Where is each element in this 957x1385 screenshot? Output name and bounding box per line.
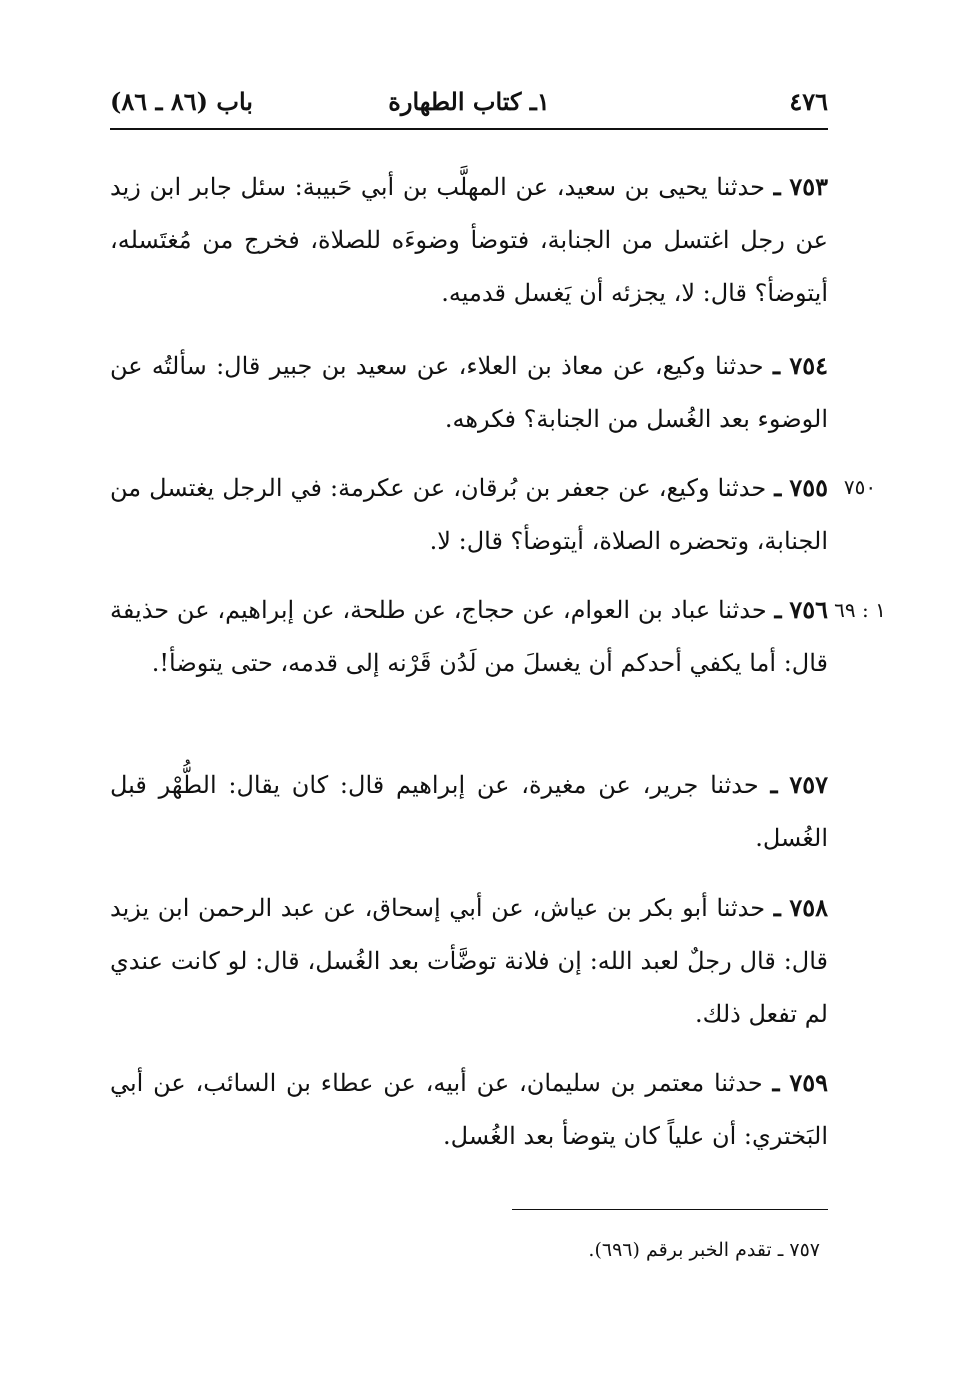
hadith-755 bbox=[110, 461, 828, 568]
hadith-dash: ـ bbox=[770, 770, 778, 799]
margin-reference-750: ٧٥٠ bbox=[843, 475, 877, 499]
hadith-number: ٧٥٨ bbox=[789, 893, 828, 922]
hadith-number: ٧٥٦ bbox=[789, 595, 828, 624]
margin-reference-volume-page: ١ : ٦٩ bbox=[834, 598, 886, 622]
hadith-text: حدثنا جرير، عن مغيرة، عن إبراهيم قال: كان يقال: الطُّهْر قبل الغُسل. bbox=[110, 771, 828, 852]
header-divider bbox=[110, 128, 828, 130]
hadith-text: حدثنا أبو بكر بن عياش، عن أبي إسحاق، عن عبد الرحمن ابن يزيد قال: قال رجلٌ لعبد الله: إن فلانة توضَّأت بعد الغُسل، قال: لو كانت عندي لم تفعل ذلك. bbox=[110, 894, 828, 1028]
hadith-dash: ـ bbox=[773, 172, 781, 201]
page-number: ٤٧٦ bbox=[789, 87, 828, 116]
hadith-text: حدثنا معتمر بن سليمان، عن أبيه، عن عطاء بن السائب، عن أبي البَختري: أن علياً كان يتوضأ بعد الغُسل. bbox=[110, 1069, 828, 1150]
hadith-756 bbox=[110, 583, 828, 690]
hadith-753 bbox=[110, 160, 828, 320]
running-header bbox=[110, 86, 828, 126]
footnote: ٧٥٧ ـ تقدم الخبر برقم (٦٩٦). bbox=[588, 1239, 820, 1261]
hadith-number: ٧٥٩ bbox=[789, 1068, 828, 1097]
footnote-divider bbox=[512, 1209, 828, 1210]
hadith-number: ٧٥٤ bbox=[789, 351, 828, 380]
hadith-number: ٧٥٥ bbox=[789, 473, 828, 502]
hadith-dash: ـ bbox=[774, 595, 782, 624]
hadith-text: حدثنا وكيع، عن معاذ بن العلاء، عن سعيد بن جبير قال: سألتُه عن الوضوء بعد الغُسل من الجنابة؟ فكرهه. bbox=[110, 352, 828, 433]
hadith-dash: ـ bbox=[772, 351, 780, 380]
hadith-757 bbox=[110, 758, 828, 865]
hadith-759 bbox=[110, 1056, 828, 1163]
hadith-number: ٧٥٧ bbox=[789, 770, 828, 799]
hadith-text: حدثنا وكيع، عن جعفر بن بُرقان، عن عكرمة: في الرجل يغتسل من الجنابة، وتحضره الصلاة، أيتوضأ؟ قال: لا. bbox=[110, 474, 828, 555]
hadith-dash: ـ bbox=[773, 893, 781, 922]
hadith-754 bbox=[110, 339, 828, 446]
hadith-dash: ـ bbox=[772, 1068, 780, 1097]
hadith-text: حدثنا عباد بن العوام، عن حجاج، عن طلحة، عن إبراهيم، عن حذيفة قال: أما يكفي أحدكم أن يغسلَ من لَدُن قَرْنه إلى قدمه، حتى يتوضأ!. bbox=[110, 596, 828, 677]
hadith-text: حدثنا يحيى بن سعيد، عن المهلَّب بن أبي حَبيبة: سئل جابر ابن زيد عن رجل اغتسل من الجنابة، فتوضأ وضوءَه للصلاة، فخرج من مُغتَسله، أيتوضأ؟ قال: لا، يجزئه أن يَغسل قدميه. bbox=[110, 173, 828, 307]
hadith-758 bbox=[110, 881, 828, 1041]
book-title: ١ـ كتاب الطهارة bbox=[388, 87, 550, 116]
chapter-label: باب (٨٦ ـ ٨٦) bbox=[110, 87, 253, 116]
hadith-dash: ـ bbox=[774, 473, 782, 502]
hadith-number: ٧٥٣ bbox=[789, 172, 828, 201]
